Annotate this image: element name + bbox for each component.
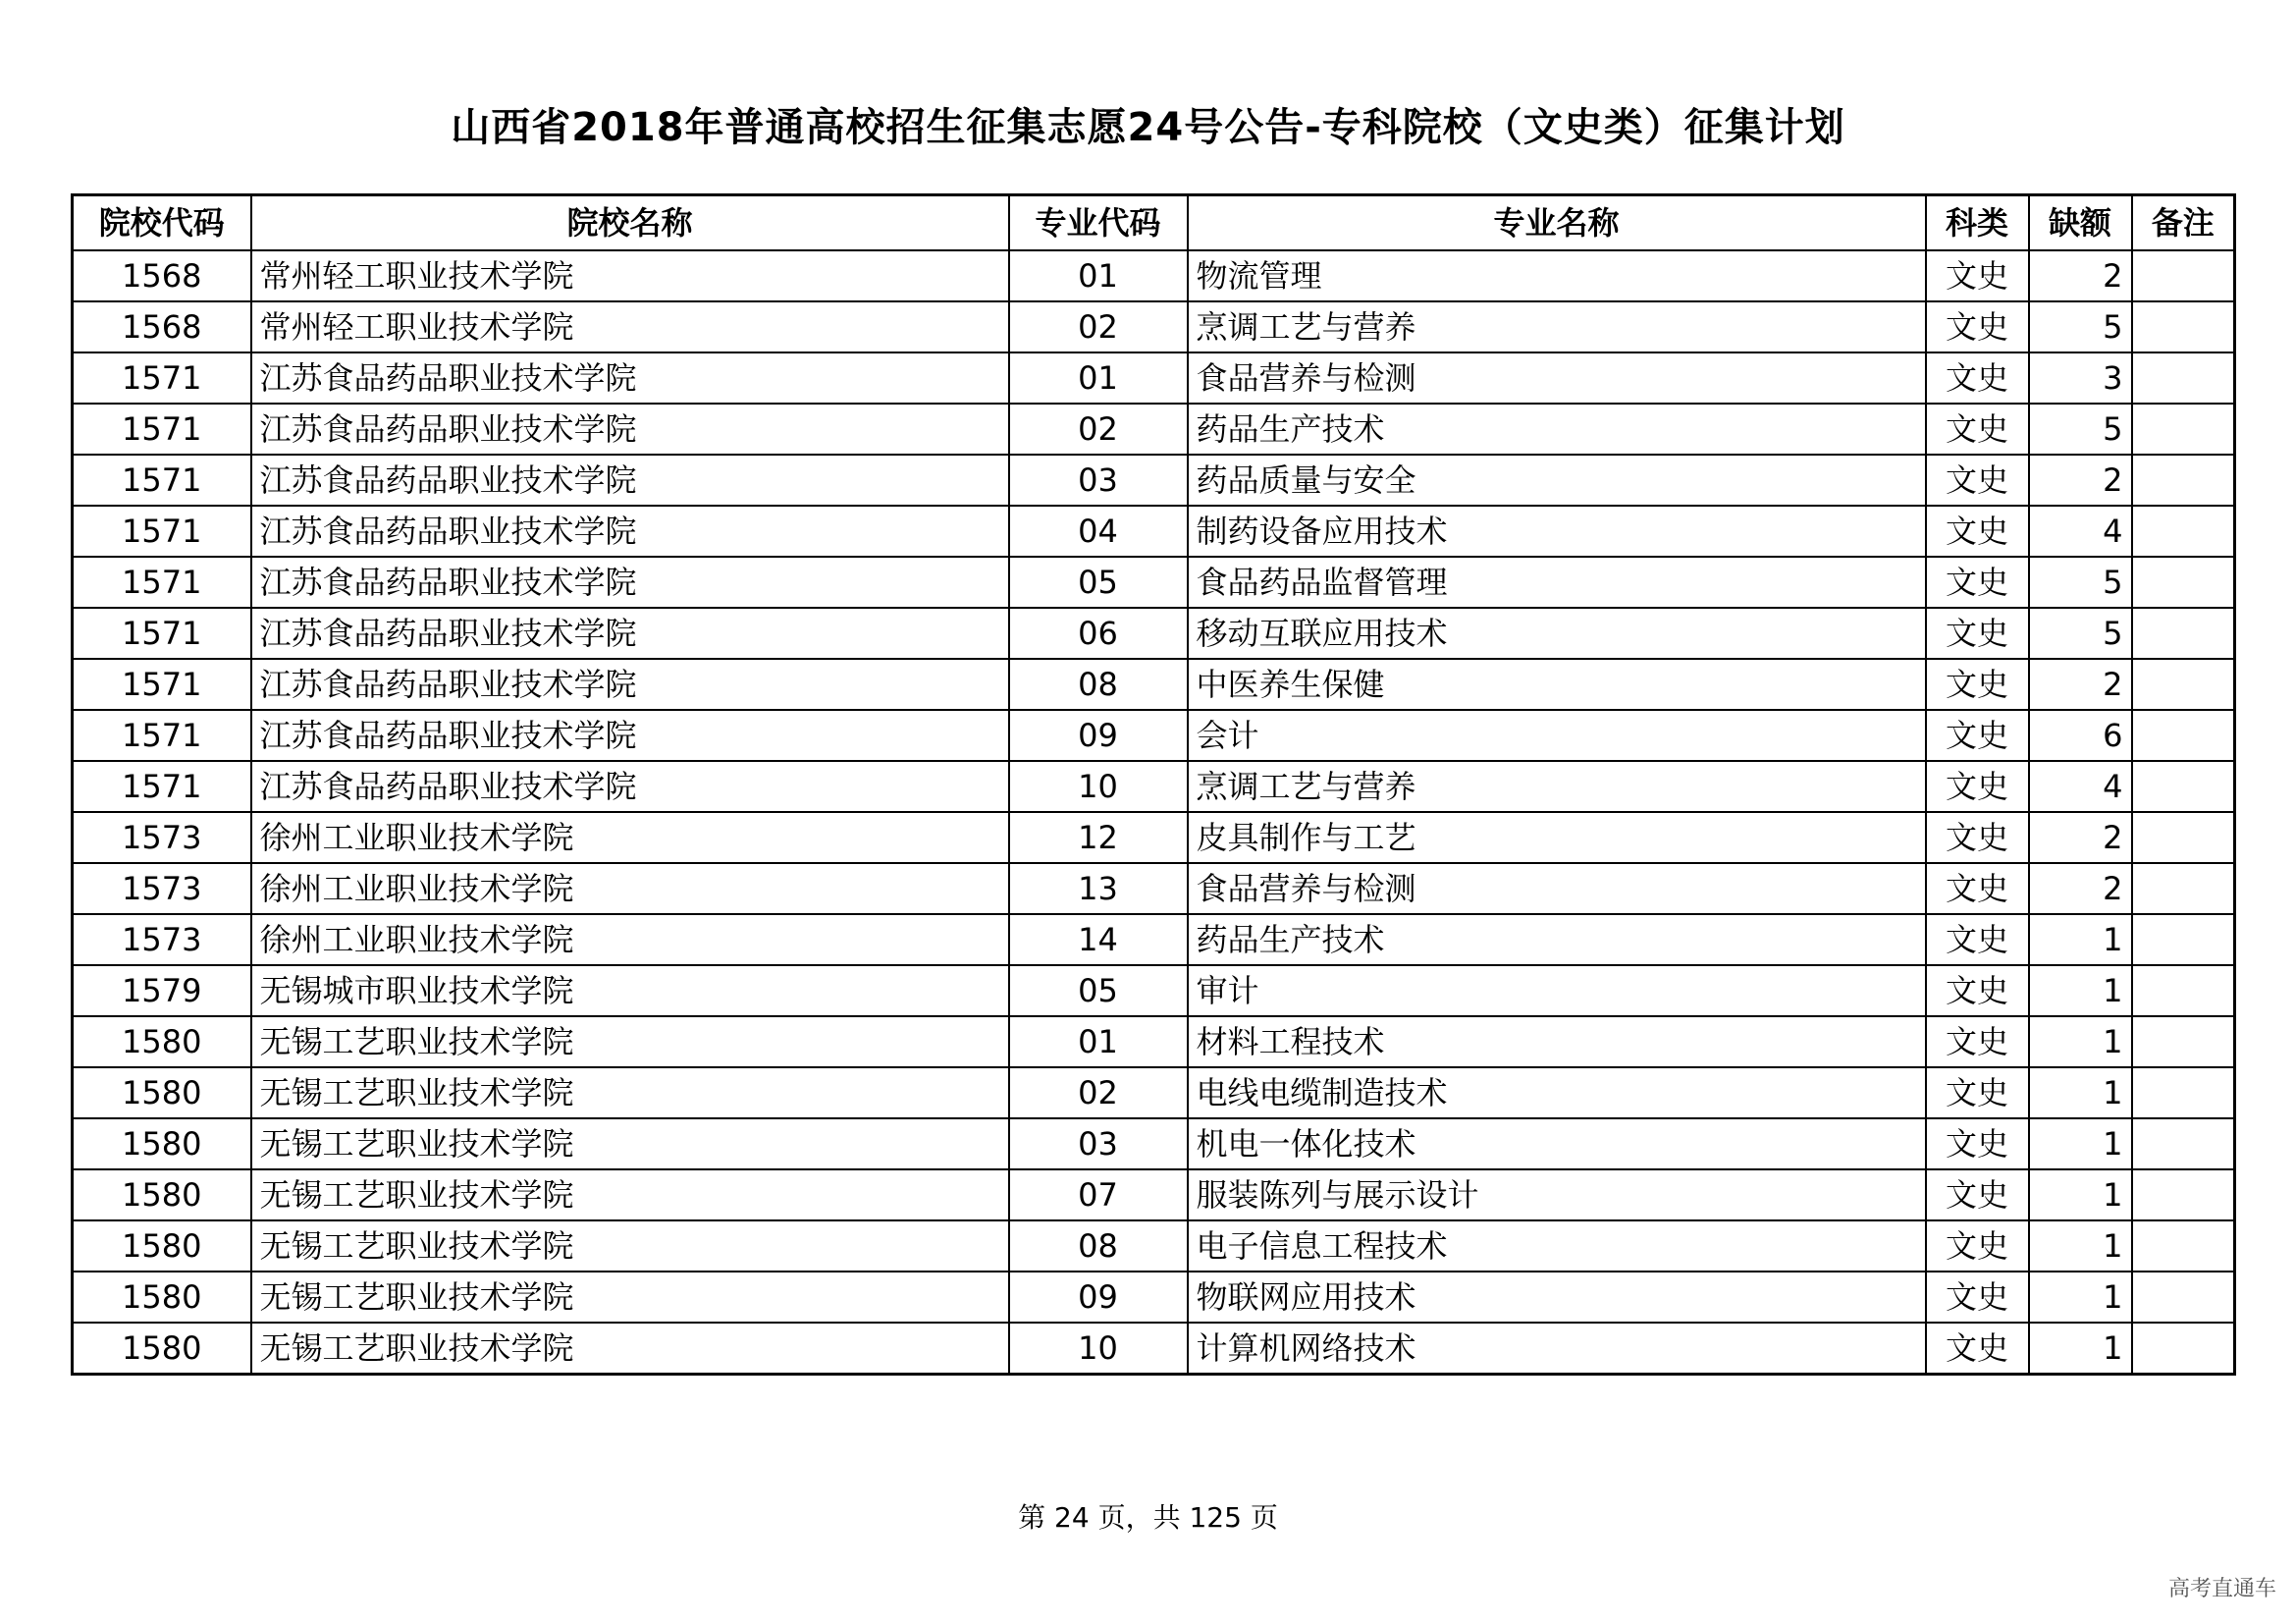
cell-major-code: 08 — [1009, 659, 1188, 710]
cell-category: 文史 — [1926, 761, 2029, 812]
cell-major-code: 02 — [1009, 404, 1188, 455]
cell-major-code: 14 — [1009, 914, 1188, 965]
cell-major-name: 物联网应用技术 — [1188, 1272, 1926, 1323]
cell-note — [2132, 506, 2235, 557]
cell-major-name: 药品生产技术 — [1188, 914, 1926, 965]
enrollment-plan-table — [71, 193, 2236, 1376]
cell-category: 文史 — [1926, 1272, 2029, 1323]
cell-category: 文史 — [1926, 455, 2029, 506]
cell-major-code: 02 — [1009, 1067, 1188, 1118]
header-major-code: 专业代码 — [1009, 195, 1188, 251]
cell-note — [2132, 659, 2235, 710]
cell-major-name: 中医养生保健 — [1188, 659, 1926, 710]
cell-school-name: 无锡工艺职业技术学院 — [251, 1220, 1009, 1272]
cell-vacancy: 2 — [2029, 250, 2132, 301]
cell-category: 文史 — [1926, 1220, 2029, 1272]
cell-school-code: 1580 — [73, 1272, 251, 1323]
cell-school-code: 1571 — [73, 659, 251, 710]
cell-category: 文史 — [1926, 812, 2029, 863]
cell-note — [2132, 1067, 2235, 1118]
cell-major-name: 机电一体化技术 — [1188, 1118, 1926, 1169]
cell-note — [2132, 812, 2235, 863]
cell-category: 文史 — [1926, 863, 2029, 914]
cell-vacancy: 1 — [2029, 1067, 2132, 1118]
table-row — [73, 1323, 2235, 1375]
cell-school-name: 江苏食品药品职业技术学院 — [251, 455, 1009, 506]
cell-school-code: 1573 — [73, 863, 251, 914]
cell-vacancy: 1 — [2029, 1272, 2132, 1323]
table-row — [73, 1016, 2235, 1067]
cell-major-code: 09 — [1009, 710, 1188, 761]
cell-major-code: 05 — [1009, 557, 1188, 608]
cell-note — [2132, 710, 2235, 761]
table-row — [73, 965, 2235, 1016]
cell-major-code: 10 — [1009, 761, 1188, 812]
cell-note — [2132, 1016, 2235, 1067]
table-row — [73, 352, 2235, 404]
cell-school-name: 江苏食品药品职业技术学院 — [251, 557, 1009, 608]
cell-major-name: 计算机网络技术 — [1188, 1323, 1926, 1375]
table-row — [73, 1169, 2235, 1220]
cell-school-code: 1571 — [73, 404, 251, 455]
table-row — [73, 608, 2235, 659]
cell-category: 文史 — [1926, 1016, 2029, 1067]
cell-school-name: 徐州工业职业技术学院 — [251, 812, 1009, 863]
cell-category: 文史 — [1926, 301, 2029, 352]
cell-vacancy: 4 — [2029, 761, 2132, 812]
cell-category: 文史 — [1926, 352, 2029, 404]
header-major-name: 专业名称 — [1188, 195, 1926, 251]
cell-major-name: 烹调工艺与营养 — [1188, 301, 1926, 352]
cell-major-name: 移动互联应用技术 — [1188, 608, 1926, 659]
cell-major-name: 皮具制作与工艺 — [1188, 812, 1926, 863]
cell-major-code: 07 — [1009, 1169, 1188, 1220]
cell-school-name: 江苏食品药品职业技术学院 — [251, 608, 1009, 659]
cell-major-name: 食品营养与检测 — [1188, 352, 1926, 404]
cell-major-name: 制药设备应用技术 — [1188, 506, 1926, 557]
cell-school-code: 1568 — [73, 250, 251, 301]
cell-school-name: 无锡工艺职业技术学院 — [251, 1118, 1009, 1169]
cell-category: 文史 — [1926, 557, 2029, 608]
cell-major-name: 物流管理 — [1188, 250, 1926, 301]
cell-note — [2132, 1272, 2235, 1323]
cell-category: 文史 — [1926, 710, 2029, 761]
cell-category: 文史 — [1926, 1323, 2029, 1375]
table-row — [73, 250, 2235, 301]
cell-vacancy: 6 — [2029, 710, 2132, 761]
cell-major-code: 04 — [1009, 506, 1188, 557]
header-note: 备注 — [2132, 195, 2235, 251]
cell-school-code: 1580 — [73, 1118, 251, 1169]
cell-school-code: 1571 — [73, 608, 251, 659]
cell-vacancy: 1 — [2029, 1118, 2132, 1169]
cell-major-code: 09 — [1009, 1272, 1188, 1323]
cell-vacancy: 1 — [2029, 1323, 2132, 1375]
cell-major-name: 审计 — [1188, 965, 1926, 1016]
cell-vacancy: 2 — [2029, 455, 2132, 506]
cell-major-code: 12 — [1009, 812, 1188, 863]
cell-school-name: 常州轻工职业技术学院 — [251, 250, 1009, 301]
cell-note — [2132, 1169, 2235, 1220]
cell-school-code: 1580 — [73, 1169, 251, 1220]
cell-school-name: 无锡工艺职业技术学院 — [251, 1016, 1009, 1067]
table-row — [73, 404, 2235, 455]
cell-school-name: 无锡城市职业技术学院 — [251, 965, 1009, 1016]
cell-category: 文史 — [1926, 965, 2029, 1016]
cell-note — [2132, 1323, 2235, 1375]
cell-category: 文史 — [1926, 608, 2029, 659]
cell-school-name: 江苏食品药品职业技术学院 — [251, 352, 1009, 404]
cell-vacancy: 2 — [2029, 659, 2132, 710]
cell-vacancy: 2 — [2029, 863, 2132, 914]
cell-note — [2132, 301, 2235, 352]
cell-school-code: 1573 — [73, 914, 251, 965]
cell-vacancy: 5 — [2029, 557, 2132, 608]
cell-vacancy: 4 — [2029, 506, 2132, 557]
cell-major-code: 03 — [1009, 1118, 1188, 1169]
table-row — [73, 863, 2235, 914]
table-row — [73, 301, 2235, 352]
header-category: 科类 — [1926, 195, 2029, 251]
cell-vacancy: 5 — [2029, 404, 2132, 455]
cell-school-code: 1580 — [73, 1220, 251, 1272]
cell-school-code: 1580 — [73, 1067, 251, 1118]
cell-note — [2132, 352, 2235, 404]
cell-major-code: 10 — [1009, 1323, 1188, 1375]
table-row — [73, 812, 2235, 863]
cell-school-name: 江苏食品药品职业技术学院 — [251, 404, 1009, 455]
cell-note — [2132, 1220, 2235, 1272]
page-number-footer: 第 24 页，共 125 页 — [1018, 1501, 1278, 1534]
cell-school-name: 江苏食品药品职业技术学院 — [251, 659, 1009, 710]
cell-school-code: 1571 — [73, 761, 251, 812]
cell-vacancy: 5 — [2029, 301, 2132, 352]
table-row — [73, 1220, 2235, 1272]
table-row — [73, 1067, 2235, 1118]
cell-category: 文史 — [1926, 506, 2029, 557]
cell-category: 文史 — [1926, 250, 2029, 301]
table-row — [73, 1272, 2235, 1323]
cell-school-name: 徐州工业职业技术学院 — [251, 863, 1009, 914]
cell-major-code: 05 — [1009, 965, 1188, 1016]
watermark-text: 高考直通车 — [2167, 1577, 2276, 1601]
cell-major-name: 电线电缆制造技术 — [1188, 1067, 1926, 1118]
cell-vacancy: 1 — [2029, 1220, 2132, 1272]
cell-note — [2132, 761, 2235, 812]
cell-vacancy: 1 — [2029, 914, 2132, 965]
table-row — [73, 506, 2235, 557]
header-school-code: 院校代码 — [73, 195, 251, 251]
cell-school-code: 1580 — [73, 1323, 251, 1375]
cell-major-name: 烹调工艺与营养 — [1188, 761, 1926, 812]
cell-vacancy: 1 — [2029, 1169, 2132, 1220]
cell-major-code: 08 — [1009, 1220, 1188, 1272]
cell-school-code: 1571 — [73, 710, 251, 761]
cell-major-name: 食品药品监督管理 — [1188, 557, 1926, 608]
cell-major-name: 食品营养与检测 — [1188, 863, 1926, 914]
cell-school-name: 无锡工艺职业技术学院 — [251, 1169, 1009, 1220]
cell-school-code: 1571 — [73, 455, 251, 506]
cell-category: 文史 — [1926, 1169, 2029, 1220]
cell-school-name: 无锡工艺职业技术学院 — [251, 1323, 1009, 1375]
cell-category: 文史 — [1926, 914, 2029, 965]
cell-vacancy: 5 — [2029, 608, 2132, 659]
header-vacancy: 缺额 — [2029, 195, 2132, 251]
cell-school-code: 1579 — [73, 965, 251, 1016]
cell-note — [2132, 455, 2235, 506]
cell-major-name: 药品质量与安全 — [1188, 455, 1926, 506]
cell-vacancy: 1 — [2029, 1016, 2132, 1067]
cell-major-code: 02 — [1009, 301, 1188, 352]
cell-note — [2132, 404, 2235, 455]
cell-major-code: 01 — [1009, 352, 1188, 404]
cell-major-name: 材料工程技术 — [1188, 1016, 1926, 1067]
cell-school-code: 1568 — [73, 301, 251, 352]
cell-note — [2132, 608, 2235, 659]
table-row — [73, 557, 2235, 608]
table-row — [73, 761, 2235, 812]
cell-major-code: 01 — [1009, 1016, 1188, 1067]
cell-category: 文史 — [1926, 1067, 2029, 1118]
cell-school-name: 无锡工艺职业技术学院 — [251, 1272, 1009, 1323]
cell-major-name: 会计 — [1188, 710, 1926, 761]
cell-school-code: 1571 — [73, 506, 251, 557]
cell-school-name: 江苏食品药品职业技术学院 — [251, 761, 1009, 812]
table-row — [73, 659, 2235, 710]
table-row — [73, 914, 2235, 965]
cell-major-code: 06 — [1009, 608, 1188, 659]
cell-school-code: 1580 — [73, 1016, 251, 1067]
cell-school-name: 江苏食品药品职业技术学院 — [251, 506, 1009, 557]
cell-category: 文史 — [1926, 1118, 2029, 1169]
cell-note — [2132, 914, 2235, 965]
cell-category: 文史 — [1926, 659, 2029, 710]
page-title: 山西省2018年普通高校招生征集志愿24号公告-专科院校（文史类）征集计划 — [451, 105, 1845, 150]
header-school-name: 院校名称 — [251, 195, 1009, 251]
table-row — [73, 710, 2235, 761]
cell-school-name: 徐州工业职业技术学院 — [251, 914, 1009, 965]
cell-major-code: 03 — [1009, 455, 1188, 506]
table-header-row — [73, 195, 2235, 251]
cell-vacancy: 2 — [2029, 812, 2132, 863]
cell-vacancy: 1 — [2029, 965, 2132, 1016]
table-row — [73, 455, 2235, 506]
cell-school-name: 江苏食品药品职业技术学院 — [251, 710, 1009, 761]
cell-note — [2132, 965, 2235, 1016]
cell-major-name: 电子信息工程技术 — [1188, 1220, 1926, 1272]
cell-category: 文史 — [1926, 404, 2029, 455]
cell-vacancy: 3 — [2029, 352, 2132, 404]
cell-note — [2132, 1118, 2235, 1169]
cell-major-name: 药品生产技术 — [1188, 404, 1926, 455]
table-row — [73, 1118, 2235, 1169]
cell-school-code: 1573 — [73, 812, 251, 863]
cell-major-name: 服装陈列与展示设计 — [1188, 1169, 1926, 1220]
cell-school-code: 1571 — [73, 557, 251, 608]
cell-major-code: 01 — [1009, 250, 1188, 301]
cell-major-code: 13 — [1009, 863, 1188, 914]
cell-note — [2132, 863, 2235, 914]
cell-note — [2132, 250, 2235, 301]
cell-school-name: 无锡工艺职业技术学院 — [251, 1067, 1009, 1118]
cell-note — [2132, 557, 2235, 608]
cell-school-code: 1571 — [73, 352, 251, 404]
cell-school-name: 常州轻工职业技术学院 — [251, 301, 1009, 352]
